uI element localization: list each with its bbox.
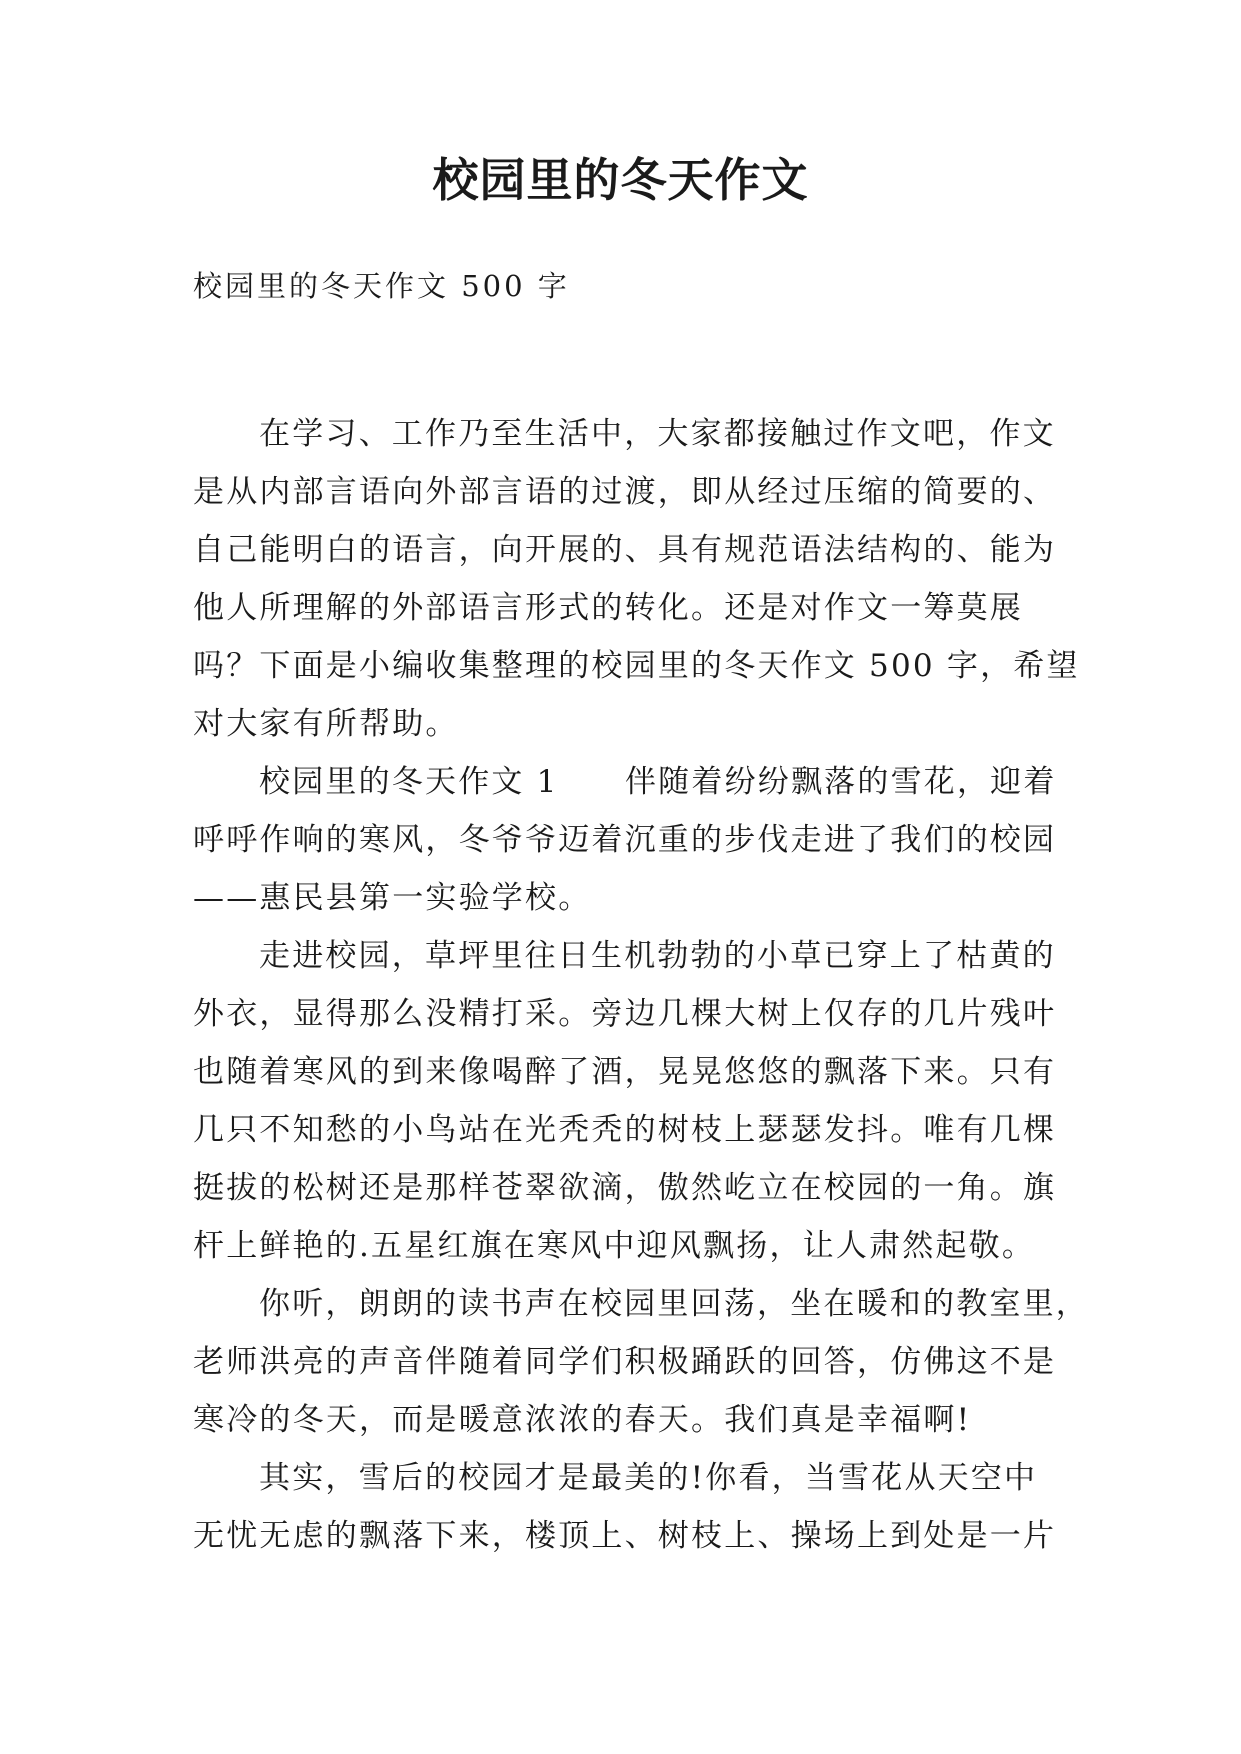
text-line: 呼呼作响的寒风，冬爷爷迈着沉重的步伐走进了我们的校园: [193, 822, 1057, 858]
text-line: 无忧无虑的飘落下来，楼顶上、树枝上、操场上到处是一片: [193, 1518, 1057, 1554]
text-line: 外衣，显得那么没精打采。旁边几棵大树上仅存的几片残叶: [193, 996, 1057, 1032]
text-line: 你听，朗朗的读书声在校园里回荡，坐在暖和的教室里，: [259, 1286, 1089, 1322]
text-line: 挺拔的松树还是那样苍翠欲滴，傲然屹立在校园的一角。旗: [193, 1170, 1057, 1206]
text-line: 是从内部言语向外部言语的过渡，即从经过压缩的简要的、: [193, 474, 1057, 510]
text-line: 自己能明白的语言，向开展的、具有规范语法结构的、能为: [193, 532, 1057, 568]
text-line: 他人所理解的外部语言形式的转化。还是对作文一筹莫展: [193, 590, 1023, 626]
document-subtitle: 校园里的冬天作文 500 字: [193, 269, 570, 303]
text-line: 杆上鲜艳的.五星红旗在寒风中迎风飘扬，让人肃然起敬。: [193, 1228, 1036, 1264]
text-line: 走进校园，草坪里往日生机勃勃的小草已穿上了枯黄的: [259, 938, 1056, 974]
text-line: 校园里的冬天作文 1 伴随着纷纷飘落的雪花，迎着: [259, 764, 1057, 800]
document-title: 校园里的冬天作文: [432, 153, 809, 207]
text-line: 也随着寒风的到来像喝醉了酒，晃晃悠悠的飘落下来。只有: [193, 1054, 1057, 1090]
document-body: [193, 405, 1089, 1565]
text-line: 老师洪亮的声音伴随着同学们积极踊跃的回答，仿佛这不是: [193, 1344, 1057, 1380]
text-line: 在学习、工作乃至生活中，大家都接触过作文吧，作文: [259, 416, 1056, 452]
text-line: 寒冷的冬天，而是暖意浓浓的春天。我们真是幸福啊!: [193, 1402, 972, 1438]
text-line: 几只不知愁的小鸟站在光秃秃的树枝上瑟瑟发抖。唯有几棵: [193, 1112, 1057, 1148]
text-line: 对大家有所帮助。: [193, 706, 459, 742]
text-line: 吗？下面是小编收集整理的校园里的冬天作文 500 字，希望: [193, 648, 1080, 684]
text-line: 其实，雪后的校园才是最美的!你看，当雪花从天空中: [259, 1460, 1038, 1496]
text-line: ——惠民县第一实验学校。: [193, 880, 592, 916]
